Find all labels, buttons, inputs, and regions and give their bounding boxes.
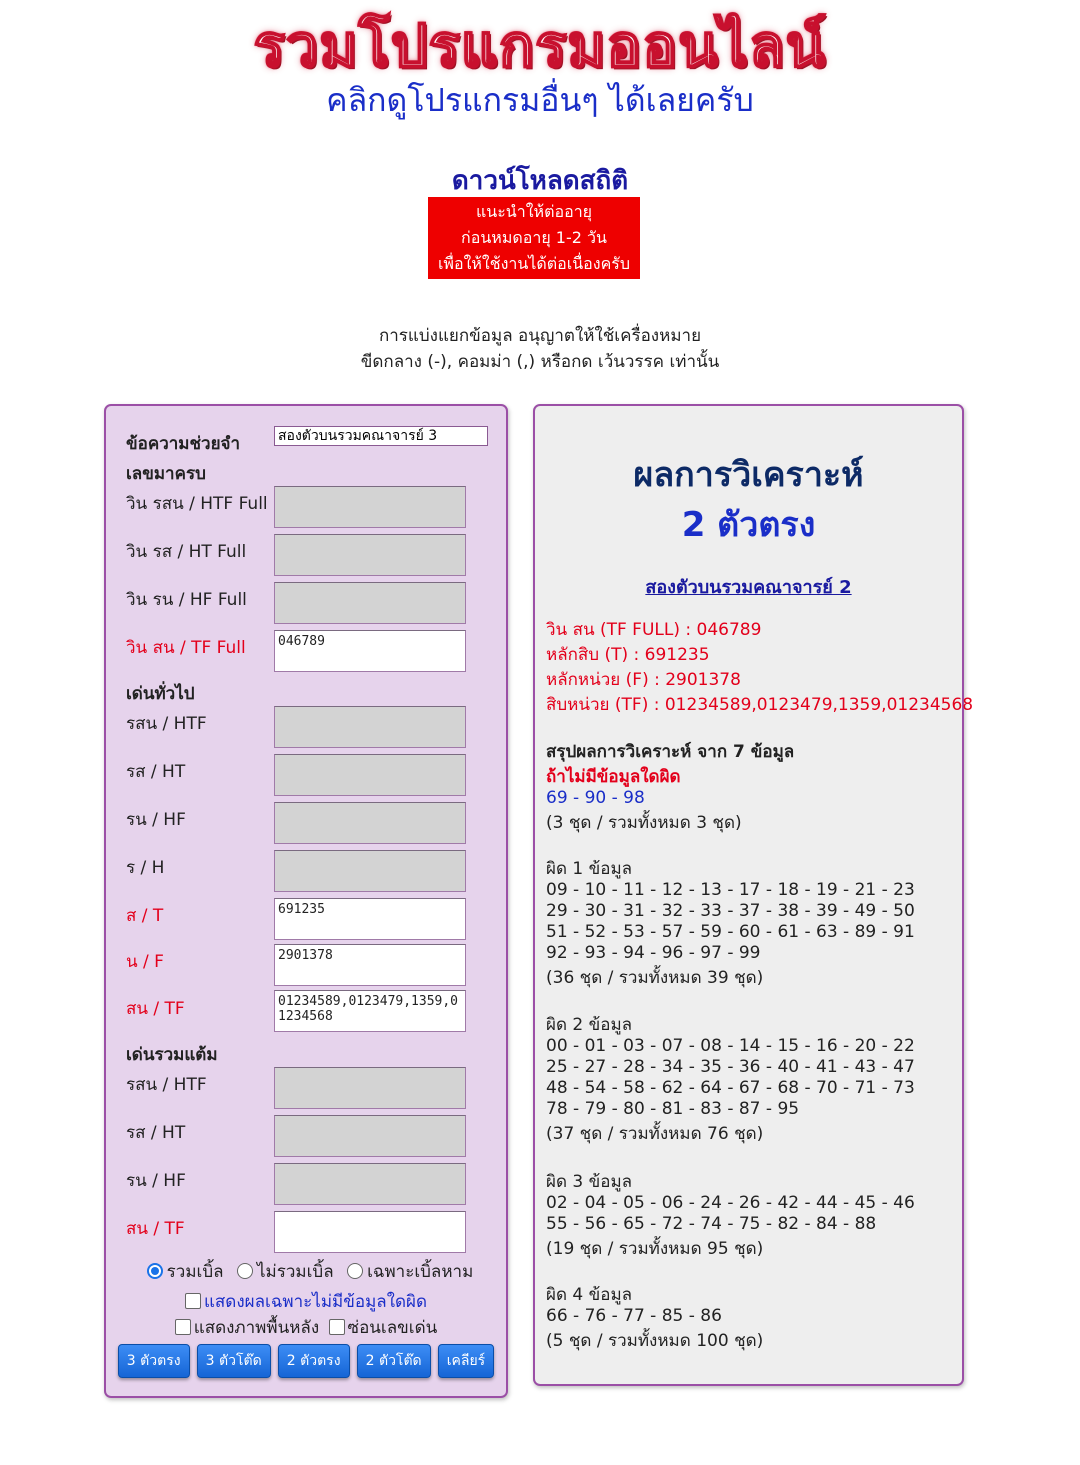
group-heading: ผิด 1 ข้อมูล [546, 859, 633, 879]
background-checkbox[interactable] [175, 1319, 191, 1335]
display-options-row [106, 1314, 506, 1341]
t-textarea[interactable]: 691235 [274, 898, 466, 940]
htf-textarea[interactable] [274, 706, 466, 748]
htf-full-textarea[interactable] [274, 486, 466, 528]
field-label: รสน / HTF [126, 1075, 207, 1095]
memo-link[interactable]: สองตัวบนรวมคณาจารย์ 2 [645, 577, 852, 598]
separator-instructions [0, 323, 1080, 375]
group-count: (19 ชุด / รวมทั้งหมด 95 ชุด) [546, 1239, 764, 1259]
field-label: วิน รส / HT Full [126, 542, 247, 562]
field-label: วิน รสน / HTF Full [126, 494, 268, 514]
field-label: รสน / HTF [126, 714, 207, 734]
no-error-heading: ถ้าไม่มีข้อมูลใดผิด [546, 767, 681, 787]
sum-tf-textarea[interactable] [274, 1211, 466, 1253]
number-line: 51 - 52 - 53 - 57 - 59 - 60 - 61 - 63 - 89 - 91 [546, 922, 915, 942]
hf-full-textarea[interactable] [274, 582, 466, 624]
tf-textarea[interactable]: 01234589,0123479,1359,01234568 [274, 990, 466, 1032]
memo-label: ข้อความช่วยจำ [126, 434, 241, 454]
sum-ht-textarea[interactable] [274, 1115, 466, 1157]
field-label: วิน รน / HF Full [126, 590, 247, 610]
group-heading: ผิด 3 ข้อมูล [546, 1172, 633, 1192]
separator-line-2: ขีดกลาง (-), คอมม่า (,) หรือกด เว้นวรรค เท่านั้น [360, 352, 720, 372]
number-line: 55 - 56 - 65 - 72 - 74 - 75 - 82 - 84 - 88 [546, 1214, 877, 1234]
input-summary-line: หลักหน่วย (F) : 2901378 [546, 670, 741, 690]
number-line: 92 - 93 - 94 - 96 - 97 - 99 [546, 943, 761, 963]
separator-line-1: การแบ่งแยกข้อมูล อนุญาตให้ใช้เครื่องหมาย [378, 326, 702, 346]
group-count: (36 ชุด / รวมทั้งหมด 39 ชุด) [546, 968, 764, 988]
field-label: รส / HT [126, 1123, 186, 1143]
notice-line-2: ก่อนหมดอายุ 1-2 วัน [461, 228, 607, 247]
sum-htf-textarea[interactable] [274, 1067, 466, 1109]
radio-include-double[interactable] [147, 1263, 163, 1279]
checkbox-label: แสดงภาพพื้นหลัง [193, 1318, 320, 1338]
checkbox-label: แสดงผลเฉพาะไม่มีข้อมูลใดผิด [203, 1292, 428, 1312]
two-tod-button[interactable]: 2 ตัวโต๊ด [357, 1344, 431, 1378]
radio-label: ไม่รวมเบิ้ล [256, 1262, 334, 1282]
clear-button[interactable]: เคลียร์ [438, 1344, 494, 1378]
input-summary-line: วิน สน (TF FULL) : 046789 [546, 620, 762, 640]
radio-label: เฉพาะเบิ้ลหาม [367, 1262, 474, 1282]
double-mode-radio-group [106, 1258, 506, 1285]
field-label: ส / T [126, 906, 164, 926]
header-banner[interactable] [0, 10, 1080, 122]
banner-subtitle-link[interactable]: คลิกดูโปรแกรมอื่นๆ ได้เลยครับ [326, 81, 754, 119]
field-label: ร / H [126, 858, 165, 878]
field-label: สน / TF [126, 1219, 185, 1239]
field-label: น / F [126, 952, 164, 972]
number-line: 78 - 79 - 80 - 81 - 83 - 87 - 95 [546, 1099, 800, 1119]
download-stats-link[interactable]: ดาวน์โหลดสถิติ [451, 166, 629, 196]
section-full-heading: เลขมาครบ [126, 464, 206, 484]
field-label: รส / HT [126, 762, 186, 782]
f-textarea[interactable]: 2901378 [274, 944, 466, 986]
ht-textarea[interactable] [274, 754, 466, 796]
action-buttons [106, 1344, 506, 1378]
radio-exclude-double[interactable] [237, 1263, 253, 1279]
hide-numbers-checkbox[interactable] [329, 1319, 345, 1335]
input-summary-line: หลักสิบ (T) : 691235 [546, 645, 710, 665]
no-error-numbers: 69 - 90 - 98 [546, 788, 645, 808]
notice-line-3: เพื่อให้ใช้งานได้ต่อเนื่องครับ [437, 254, 631, 273]
field-label: รน / HF [126, 810, 186, 830]
field-label: สน / TF [126, 999, 185, 1019]
field-label: วิน สน / TF Full [126, 638, 246, 658]
hf-textarea[interactable] [274, 802, 466, 844]
number-line: 29 - 30 - 31 - 32 - 33 - 37 - 38 - 39 - 49 - 50 [546, 901, 915, 921]
group-count: (37 ชุด / รวมทั้งหมด 76 ชุด) [546, 1124, 764, 1144]
two-straight-button[interactable]: 2 ตัวตรง [278, 1344, 350, 1378]
input-summary-line: สิบหน่วย (TF) : 01234589,0123479,1359,01234568 [546, 695, 974, 715]
section-sum-heading: เด่นรวมแต้ม [126, 1045, 218, 1065]
summary-heading: สรุปผลการวิเคราะห์ จาก 7 ข้อมูล [546, 742, 795, 762]
no-error-checkbox[interactable] [185, 1293, 201, 1309]
field-label: รน / HF [126, 1171, 186, 1191]
result-panel [533, 404, 974, 1386]
number-line: 48 - 54 - 58 - 62 - 64 - 67 - 68 - 70 - 71 - 73 [546, 1078, 915, 1098]
result-title: ผลการวิเคราะห์ [633, 455, 864, 495]
notice-line-1: แนะนำให้ต่ออายุ [475, 202, 593, 221]
number-line: 25 - 27 - 28 - 34 - 35 - 36 - 40 - 41 - 43 - 47 [546, 1057, 915, 1077]
renewal-notice [428, 197, 640, 279]
number-line: 09 - 10 - 11 - 12 - 13 - 17 - 18 - 19 - 21 - 23 [546, 880, 915, 900]
radio-only-double[interactable] [347, 1263, 363, 1279]
number-line: 02 - 04 - 05 - 06 - 24 - 26 - 42 - 44 - 45 - 46 [546, 1193, 915, 1213]
three-straight-button[interactable]: 3 ตัวตรง [118, 1344, 190, 1378]
number-line: 66 - 76 - 77 - 85 - 86 [546, 1306, 722, 1326]
no-error-checkbox-row [106, 1288, 506, 1315]
h-textarea[interactable] [274, 850, 466, 892]
group-count: (5 ชุด / รวมทั้งหมด 100 ชุด) [546, 1331, 764, 1351]
banner-title[interactable]: รวมโปรแกรมออนไลน์ [253, 12, 827, 80]
result-subtitle: 2 ตัวตรง [681, 505, 816, 545]
group-heading: ผิด 4 ข้อมูล [546, 1285, 633, 1305]
ht-full-textarea[interactable] [274, 534, 466, 576]
sum-hf-textarea[interactable] [274, 1163, 466, 1205]
tf-full-textarea[interactable]: 046789 [274, 630, 466, 672]
radio-label: รวมเบิ้ล [166, 1262, 224, 1282]
three-tod-button[interactable]: 3 ตัวโต๊ด [197, 1344, 271, 1378]
section-general-heading: เด่นทั่วไป [126, 684, 195, 704]
memo-input[interactable] [274, 426, 488, 446]
group-heading: ผิด 2 ข้อมูล [546, 1015, 633, 1035]
number-line: 00 - 01 - 03 - 07 - 08 - 14 - 15 - 16 - 20 - 22 [546, 1036, 915, 1056]
no-error-count: (3 ชุด / รวมทั้งหมด 3 ชุด) [546, 813, 742, 833]
input-form-panel [104, 404, 508, 1398]
checkbox-label: ซ่อนเลขเด่น [347, 1318, 438, 1338]
